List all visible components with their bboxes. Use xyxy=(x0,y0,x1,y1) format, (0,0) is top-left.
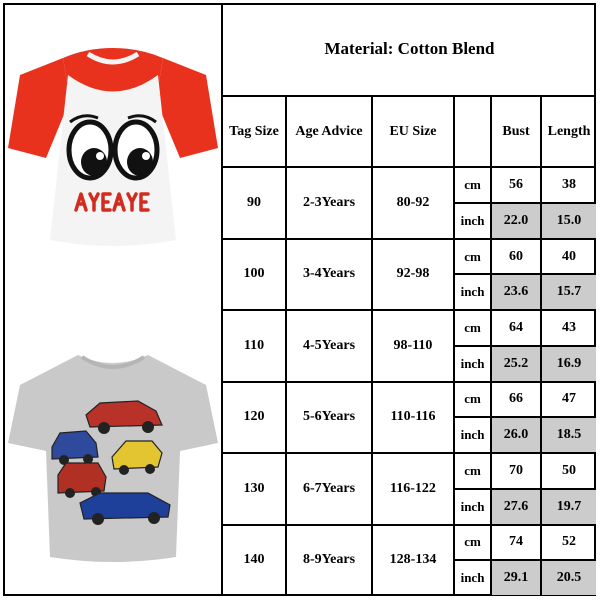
table-row xyxy=(223,525,596,561)
age-cell: 8-9Years xyxy=(286,525,372,596)
age-cell: 5-6Years xyxy=(286,382,372,453)
eu-size-cell: 98-110 xyxy=(372,310,454,381)
length-cm-cell: 47 xyxy=(541,382,596,418)
unit-inch-cell: inch xyxy=(454,346,491,382)
product-photo-cars-tshirt xyxy=(8,345,218,570)
eu-size-cell: 110-116 xyxy=(372,382,454,453)
material-title: Material: Cotton Blend xyxy=(223,3,596,96)
unit-cm-cell: cm xyxy=(454,239,491,275)
length-inch-cell: 16.9 xyxy=(541,346,596,382)
unit-inch-cell: inch xyxy=(454,489,491,525)
unit-inch-cell: inch xyxy=(454,560,491,595)
bust-cm-cell: 74 xyxy=(491,525,541,561)
size-chart-table xyxy=(223,3,596,596)
bust-inch-cell: 29.1 xyxy=(491,560,541,595)
age-cell: 3-4Years xyxy=(286,239,372,310)
bust-inch-cell: 27.6 xyxy=(491,489,541,525)
eu-size-cell: 92-98 xyxy=(372,239,454,310)
age-cell: 6-7Years xyxy=(286,453,372,524)
tag-size-cell: 140 xyxy=(223,525,286,596)
product-photo-eyes-tshirt xyxy=(8,30,218,255)
bust-cm-cell: 70 xyxy=(491,453,541,489)
length-cm-cell: 52 xyxy=(541,525,596,561)
age-cell: 4-5Years xyxy=(286,310,372,381)
table-row xyxy=(223,382,596,418)
bust-cm-cell: 56 xyxy=(491,167,541,203)
tag-size-cell: 120 xyxy=(223,382,286,453)
length-cm-cell: 38 xyxy=(541,167,596,203)
bust-cm-cell: 64 xyxy=(491,310,541,346)
header-bust: Bust xyxy=(491,96,541,167)
header-tag-size: Tag Size xyxy=(223,96,286,167)
table-row xyxy=(223,239,596,275)
length-inch-cell: 15.7 xyxy=(541,274,596,310)
bust-inch-cell: 26.0 xyxy=(491,417,541,453)
length-inch-cell: 18.5 xyxy=(541,417,596,453)
unit-inch-cell: inch xyxy=(454,417,491,453)
tag-size-cell: 100 xyxy=(223,239,286,310)
bust-inch-cell: 23.6 xyxy=(491,274,541,310)
header-length: Length xyxy=(541,96,596,167)
eu-size-cell: 128-134 xyxy=(372,525,454,596)
length-cm-cell: 50 xyxy=(541,453,596,489)
unit-inch-cell: inch xyxy=(454,203,491,239)
header-row xyxy=(223,96,596,167)
tag-size-cell: 90 xyxy=(223,167,286,238)
unit-cm-cell: cm xyxy=(454,453,491,489)
unit-cm-cell: cm xyxy=(454,525,491,561)
table-row xyxy=(223,167,596,203)
unit-inch-cell: inch xyxy=(454,274,491,310)
length-cm-cell: 40 xyxy=(541,239,596,275)
unit-cm-cell: cm xyxy=(454,382,491,418)
header-eu-size: EU Size xyxy=(372,96,454,167)
bust-cm-cell: 66 xyxy=(491,382,541,418)
header-unit xyxy=(454,96,491,167)
eu-size-cell: 80-92 xyxy=(372,167,454,238)
length-inch-cell: 15.0 xyxy=(541,203,596,239)
bust-inch-cell: 25.2 xyxy=(491,346,541,382)
tag-size-cell: 130 xyxy=(223,453,286,524)
table-row xyxy=(223,453,596,489)
eu-size-cell: 116-122 xyxy=(372,453,454,524)
bust-cm-cell: 60 xyxy=(491,239,541,275)
bust-inch-cell: 22.0 xyxy=(491,203,541,239)
tag-size-cell: 110 xyxy=(223,310,286,381)
unit-cm-cell: cm xyxy=(454,310,491,346)
table-row xyxy=(223,310,596,346)
length-cm-cell: 43 xyxy=(541,310,596,346)
length-inch-cell: 20.5 xyxy=(541,560,596,595)
unit-cm-cell: cm xyxy=(454,167,491,203)
length-inch-cell: 19.7 xyxy=(541,489,596,525)
age-cell: 2-3Years xyxy=(286,167,372,238)
header-age-advice: Age Advice xyxy=(286,96,372,167)
